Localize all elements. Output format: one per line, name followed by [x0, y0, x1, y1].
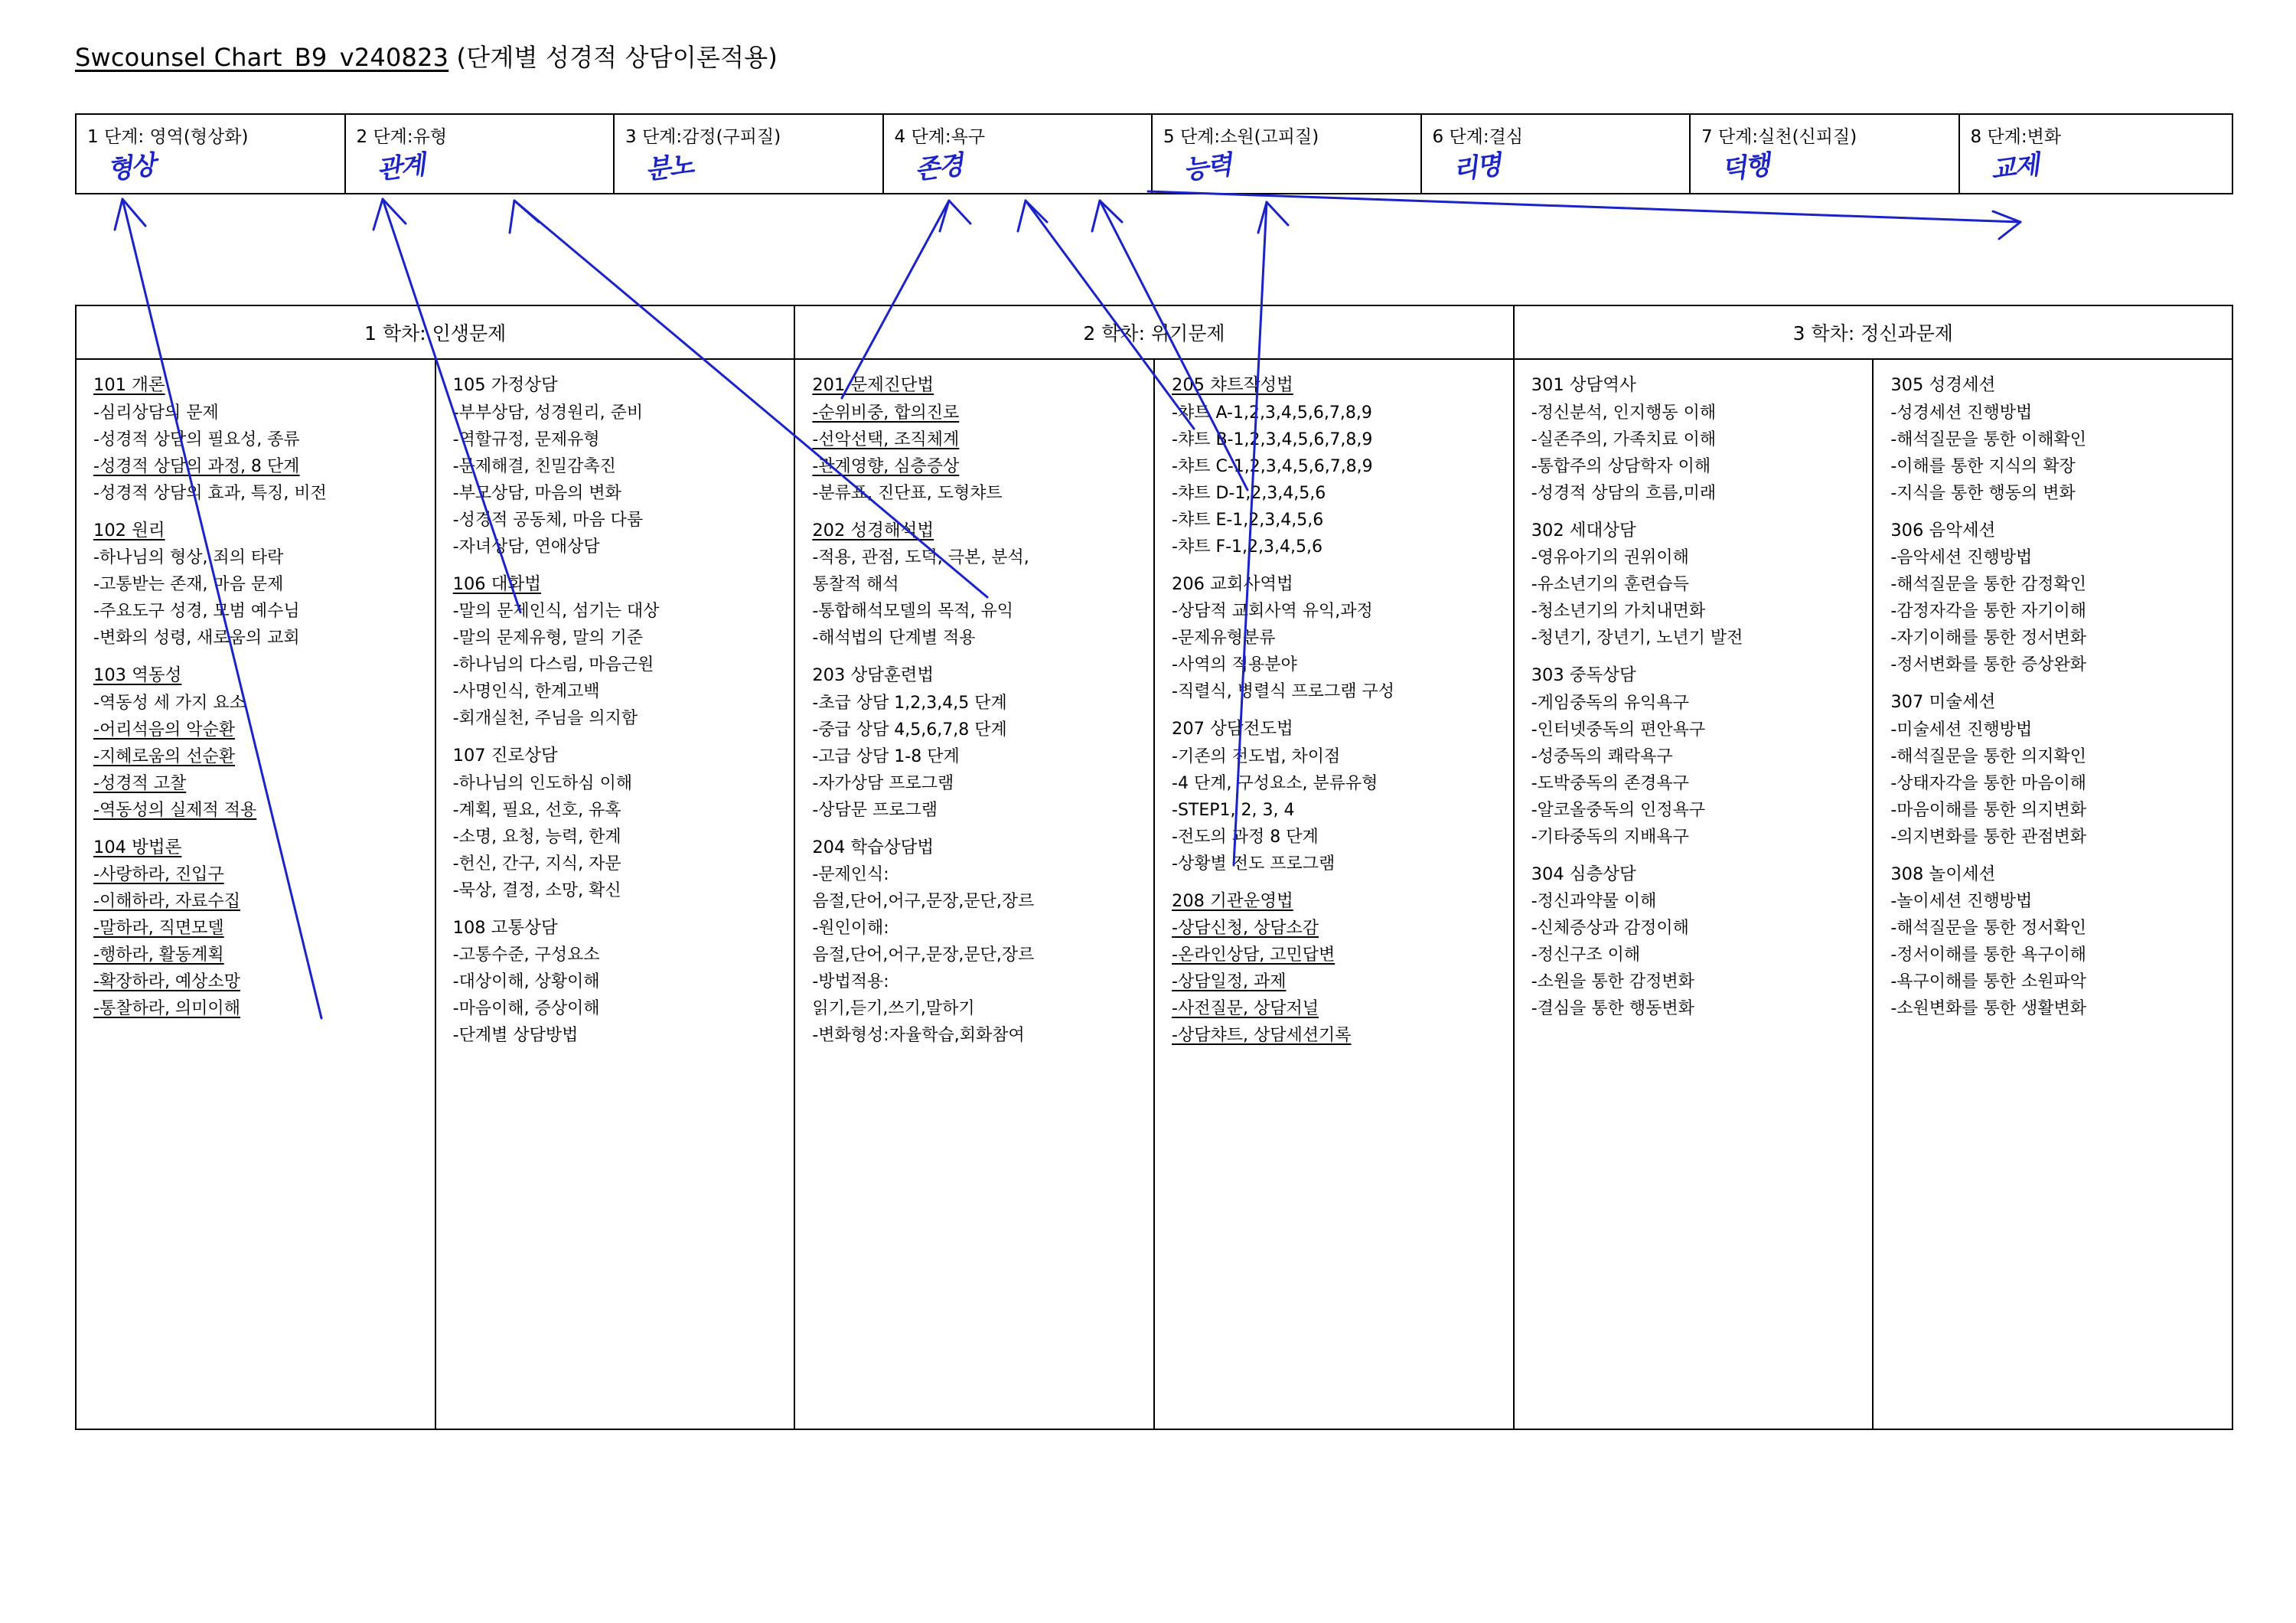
group-title: 306 음악세션 [1890, 520, 1996, 540]
group-title: 204 학습상담법 [812, 837, 934, 857]
list-item: -성경세션 진행방법 [1890, 403, 2033, 423]
column-2 [436, 360, 796, 1429]
list-item: -성경적 상담의 흐름,미래 [1531, 483, 1717, 503]
group-title: 203 상담훈련법 [812, 665, 934, 685]
group-205 [1172, 377, 1501, 556]
list-item: -어리석음의 악순환 [93, 720, 235, 740]
group-title: 302 세대상담 [1531, 520, 1636, 540]
list-item: -사명인식, 한계고백 [452, 682, 600, 701]
list-item: -이해를 통한 지식의 확장 [1890, 456, 2076, 476]
list-item: -소명, 요청, 능력, 한계 [452, 827, 621, 847]
annotation-arrowhead-2 [373, 199, 406, 230]
list-item: -직렬식, 병렬식 프로그램 구성 [1172, 682, 1394, 701]
stage-cell-7[interactable] [1691, 115, 1960, 193]
annotation-arrowhead-4 [940, 201, 970, 231]
annotation-arrowhead-5 [1018, 201, 1047, 231]
column-5 [1515, 360, 1874, 1429]
list-item: -챠트 B-1,2,3,4,5,6,7,8,9 [1172, 429, 1373, 449]
list-item: -전도의 과정 8 단계 [1172, 827, 1319, 847]
list-item: -상담적 교회사역 유익,과정 [1172, 602, 1373, 621]
list-item: -기타중독의 지배욕구 [1531, 827, 1689, 847]
list-item: -지식을 통한 행동의 변화 [1890, 483, 2076, 503]
list-item: -하나님의 다스림, 마음근원 [452, 655, 654, 674]
stage-handwriting-8: 교제 [1988, 149, 2040, 186]
list-item: -신체증상과 감정이해 [1531, 919, 1689, 938]
stage-row [75, 113, 2233, 194]
group-304 [1531, 866, 1861, 1018]
list-item: -욕구이해를 통한 소원파악 [1890, 972, 2087, 991]
group-title: 301 상담역사 [1531, 375, 1636, 395]
group-title: 202 성경해석법 [812, 520, 934, 540]
stage-handwriting-2: 관계 [374, 149, 426, 186]
list-item: -성중독의 쾌락욕구 [1531, 746, 1673, 766]
annotation-arrowhead-6 [1092, 201, 1122, 231]
list-item: 통찰적 해석 [812, 575, 899, 594]
list-item: -상담일정, 과제 [1172, 972, 1287, 991]
list-item: -문제해결, 친밀감촉진 [452, 456, 616, 476]
stage-cell-4[interactable] [884, 115, 1153, 193]
group-title: 207 상담전도법 [1172, 719, 1293, 739]
list-item: -적용, 관점, 도덕, 극본, 분석, [812, 548, 1029, 567]
list-item: -성경적 고찰 [93, 773, 187, 793]
list-item: -관계영향, 심층증상 [812, 456, 960, 476]
list-item: -말하라, 직면모델 [93, 919, 224, 938]
group-104 [93, 839, 422, 1018]
annotation-arrowhead-8 [1993, 211, 2020, 239]
group-title: 101 개론 [93, 375, 165, 395]
stage-cell-3[interactable] [615, 115, 884, 193]
list-item: -도박중독의 존경욕구 [1531, 773, 1689, 793]
group-308 [1890, 866, 2219, 1018]
list-item: -청소년기의 가치내면화 [1531, 602, 1706, 621]
stage-label-7: 7 단계:실천(신피질) [1701, 127, 1857, 147]
list-item: -자기이해를 통한 정서변화 [1890, 629, 2087, 648]
list-item: -확장하라, 예상소망 [93, 972, 240, 991]
list-item: -인터넷중독의 편안욕구 [1531, 720, 1706, 740]
annotation-arrowhead-7 [1258, 202, 1288, 233]
group-title: 304 심층상담 [1531, 864, 1636, 884]
list-item: -해석질문을 통한 정서확인 [1890, 919, 2087, 938]
list-item: -결심을 통한 행동변화 [1531, 999, 1694, 1018]
stage-handwriting-3: 분노 [643, 149, 695, 186]
term-header-3: 3 학차: 정신과문제 [1792, 322, 1953, 345]
list-item: -분류표, 진단표, 도형챠트 [812, 483, 1003, 503]
group-title: 208 기관운영법 [1172, 890, 1293, 911]
list-item: -챠트 F-1,2,3,4,5,6 [1172, 537, 1322, 557]
stage-label-5: 5 단계:소원(고피질) [1163, 127, 1319, 147]
list-item: -단계별 상담방법 [452, 1026, 579, 1045]
list-item: -고통수준, 구성요소 [452, 945, 600, 965]
list-item: -정신과약물 이해 [1531, 892, 1657, 911]
list-item: -정신분석, 인지행동 이해 [1531, 403, 1717, 423]
group-305 [1890, 377, 2219, 502]
column-1 [77, 360, 436, 1429]
stage-label-2: 2 단계:유형 [356, 127, 448, 147]
group-207 [1172, 720, 1501, 873]
group-105 [453, 377, 782, 556]
list-item: -4 단계, 구성요소, 분류유형 [1172, 773, 1378, 793]
annotation-line-8 [1148, 191, 2020, 222]
list-item: -대상이해, 상황이해 [452, 972, 600, 991]
list-item: -해석법의 단계별 적용 [812, 629, 976, 648]
group-107 [453, 747, 782, 900]
list-item: -해석질문을 통한 이해확인 [1890, 429, 2087, 449]
list-item: -묵상, 결정, 소망, 확신 [452, 880, 621, 900]
list-item: -해석질문을 통한 의지확인 [1890, 746, 2087, 766]
stage-handwriting-6: 리명 [1450, 149, 1502, 186]
term-header-1: 1 학차: 인생문제 [77, 306, 795, 358]
stage-cell-2[interactable] [346, 115, 615, 193]
list-item: -변화의 성령, 새로움의 교회 [93, 629, 300, 648]
group-title: 108 고통상담 [452, 917, 558, 938]
group-title: 102 원리 [93, 520, 165, 540]
list-item: -행하라, 활동계획 [93, 945, 224, 965]
list-item: -챠트 A-1,2,3,4,5,6,7,8,9 [1172, 403, 1372, 423]
list-item: -해석질문을 통한 감정확인 [1890, 575, 2087, 594]
list-item: -역동성 세 가지 요소 [93, 693, 246, 713]
list-item: -상담챠트, 상담세션기록 [1172, 1026, 1352, 1045]
list-item: -놀이세션 진행방법 [1890, 892, 2033, 911]
list-item: -선악선택, 조직체계 [812, 429, 960, 449]
list-item: -회개실천, 주님을 의지함 [452, 709, 638, 728]
list-item: -문제인식: [812, 865, 889, 884]
group-302 [1531, 522, 1861, 648]
columns-row [77, 360, 2232, 1429]
list-item: -감정자각을 통한 자기이해 [1890, 602, 2087, 621]
list-item: -성경적 상담의 효과, 특징, 비전 [93, 483, 327, 503]
term-header-2: 2 학차: 위기문제 [795, 306, 1514, 358]
list-item: -기존의 전도법, 차이점 [1172, 746, 1341, 766]
list-item: -통합주의 상담학자 이해 [1531, 456, 1711, 476]
stage-cell-5[interactable] [1153, 115, 1422, 193]
page-title-sub: (단계별 성경적 상담이론적용) [448, 43, 778, 72]
list-item: -음악세션 진행방법 [1890, 548, 2033, 567]
list-item: -원인이해: [812, 919, 889, 938]
group-title: 303 중독상담 [1531, 665, 1636, 685]
group-203 [812, 667, 1141, 819]
list-item: -자녀상담, 연애상담 [452, 537, 600, 557]
list-item: -상담신청, 상담소감 [1172, 919, 1319, 938]
list-item: -방법적용: [812, 972, 889, 991]
list-item: -사역의 적용분야 [1172, 655, 1297, 674]
list-item: 읽기,듣기,쓰기,말하기 [812, 999, 975, 1018]
group-106 [452, 573, 782, 728]
stage-label-4: 4 단계:욕구 [894, 127, 986, 147]
group-title: 107 진로상담 [452, 746, 558, 766]
stage-handwriting-1: 형상 [105, 149, 157, 186]
group-title: 206 교회사역법 [1172, 573, 1293, 594]
list-item: -유소년기의 훈련습득 [1531, 575, 1689, 594]
group-306 [1890, 522, 2219, 674]
list-item: -헌신, 간구, 지식, 자문 [452, 854, 621, 874]
list-item: -중급 상담 4,5,6,7,8 단계 [812, 720, 1007, 740]
group-title: 104 방법론 [93, 837, 182, 857]
list-item: -챠트 C-1,2,3,4,5,6,7,8,9 [1172, 456, 1373, 476]
list-item: -정신구조 이해 [1531, 945, 1641, 965]
annotation-arrowhead-1 [115, 199, 145, 230]
list-item: -초급 상담 1,2,3,4,5 단계 [812, 693, 1007, 713]
list-item: -성경적 공동체, 마음 다룸 [452, 510, 644, 530]
list-item: -상태자각을 통한 마음이해 [1890, 773, 2087, 793]
list-item: -사랑하라, 진입구 [93, 865, 224, 884]
list-item: -하나님의 형상, 죄의 타락 [93, 548, 284, 567]
list-item: -성경적 상담의 과정, 8 단계 [93, 456, 300, 476]
stage-cell-1[interactable] [77, 115, 346, 193]
group-title: 201 문제진단법 [812, 375, 934, 395]
group-title: 103 역동성 [93, 665, 182, 685]
list-item: -의지변화를 통한 관점변화 [1890, 827, 2087, 847]
column-6 [1874, 360, 2232, 1429]
list-item: -실존주의, 가족치료 이해 [1531, 429, 1717, 449]
stage-label-8: 8 단계:변화 [1970, 127, 2062, 147]
group-204 [812, 839, 1141, 1045]
list-item: 음절,단어,어구,문장,문단,장르 [812, 945, 1035, 965]
group-303 [1531, 667, 1861, 846]
list-item: -청년기, 장년기, 노년기 발전 [1531, 629, 1743, 648]
stage-cell-8[interactable] [1960, 115, 2232, 193]
stage-handwriting-5: 능력 [1181, 149, 1233, 186]
group-title: 106 대화법 [452, 573, 541, 594]
list-item: -미술세션 진행방법 [1890, 720, 2033, 740]
group-103 [93, 667, 422, 819]
list-item: -소원변화를 통한 생활변화 [1890, 999, 2087, 1018]
list-item: -자가상담 프로그램 [812, 773, 954, 793]
list-item: -상황별 전도 프로그램 [1172, 854, 1336, 874]
list-item: -사전질문, 상담저널 [1172, 999, 1319, 1018]
group-title: 105 가정상담 [452, 375, 558, 395]
list-item: -성경적 상담의 필요성, 종류 [93, 429, 300, 449]
annotation-arrowhead-3 [510, 201, 539, 233]
stage-label-6: 6 단계:결심 [1432, 127, 1524, 147]
list-item: -부모상담, 마음의 변화 [452, 483, 621, 503]
list-item: -알코올중독의 인정욕구 [1531, 800, 1706, 820]
group-202 [812, 522, 1141, 648]
list-item: -고급 상담 1-8 단계 [812, 746, 960, 766]
term-header-row [77, 306, 2232, 360]
column-4 [1155, 360, 1515, 1429]
group-101 [93, 377, 422, 502]
group-206 [1172, 573, 1501, 701]
list-item: -말의 문제인식, 섬기는 대상 [452, 602, 660, 621]
group-108 [453, 919, 782, 1045]
list-item: -지혜로움의 선순환 [93, 746, 235, 766]
list-item: -고통받는 존재, 마음 문제 [93, 575, 284, 594]
list-item: -이해하라, 자료수집 [93, 892, 240, 911]
stage-cell-6[interactable] [1422, 115, 1691, 193]
list-item: -온라인상담, 고민답변 [1172, 945, 1336, 965]
list-item: -통합해석모델의 목적, 유익 [812, 602, 1014, 621]
list-item: -마음이해를 통한 의지변화 [1890, 800, 2087, 820]
stage-handwriting-7: 덕행 [1719, 149, 1771, 186]
list-item: -역동성의 실제적 적용 [93, 800, 257, 820]
list-item: -부부상담, 성경원리, 준비 [452, 403, 644, 423]
stage-label-3: 3 단계:감정(구피질) [625, 127, 781, 147]
group-title: 308 놀이세션 [1890, 864, 1996, 884]
column-3 [795, 360, 1155, 1429]
list-item: -소원을 통한 감정변화 [1531, 972, 1694, 991]
stage-label-1: 1 단계: 영역(형상화) [87, 127, 249, 147]
list-item: -게임중독의 유익욕구 [1531, 693, 1689, 713]
list-item: -마음이해, 증상이해 [452, 999, 600, 1018]
page-title-main: Swcounsel Chart_B9_v240823 [75, 43, 449, 72]
list-item: -문제유형분류 [1172, 629, 1276, 648]
list-item: -상담문 프로그램 [812, 800, 938, 820]
list-item: -통찰하라, 의미이해 [93, 999, 240, 1018]
group-208 [1172, 890, 1501, 1045]
list-item: -영유아기의 권위이해 [1531, 548, 1689, 567]
list-item: -정서변화를 통한 증상완화 [1890, 655, 2087, 674]
list-item: -챠트 E-1,2,3,4,5,6 [1172, 510, 1324, 530]
list-item: -STEP1, 2, 3, 4 [1172, 800, 1295, 820]
stage-handwriting-4: 존경 [912, 149, 964, 186]
list-item: -말의 문제유형, 말의 기준 [452, 629, 644, 648]
list-item: -심리상담의 문제 [93, 403, 219, 423]
list-item: -변화형성:자율학습,회화참여 [812, 1026, 1025, 1045]
page-title [75, 38, 778, 73]
group-201 [812, 377, 1141, 502]
group-title: 307 미술세션 [1890, 692, 1996, 712]
list-item: -정서이해를 통한 욕구이해 [1890, 945, 2087, 965]
group-301 [1531, 377, 1861, 502]
list-item: -역할규정, 문제유형 [452, 429, 600, 449]
list-item: -하나님의 인도하심 이해 [452, 773, 633, 793]
list-item: -계획, 필요, 선호, 유혹 [452, 800, 621, 820]
group-title: 305 성경세션 [1890, 375, 1996, 395]
list-item: -주요도구 성경, 모범 예수님 [93, 602, 300, 621]
list-item: 음절,단어,어구,문장,문단,장르 [812, 892, 1035, 911]
curriculum-table [75, 305, 2233, 1430]
group-102 [93, 522, 422, 648]
group-307 [1890, 694, 2219, 846]
list-item: -순위비중, 합의진로 [812, 403, 960, 423]
group-title: 205 챠트작성법 [1172, 375, 1293, 395]
list-item: -챠트 D-1,2,3,4,5,6 [1172, 483, 1326, 503]
